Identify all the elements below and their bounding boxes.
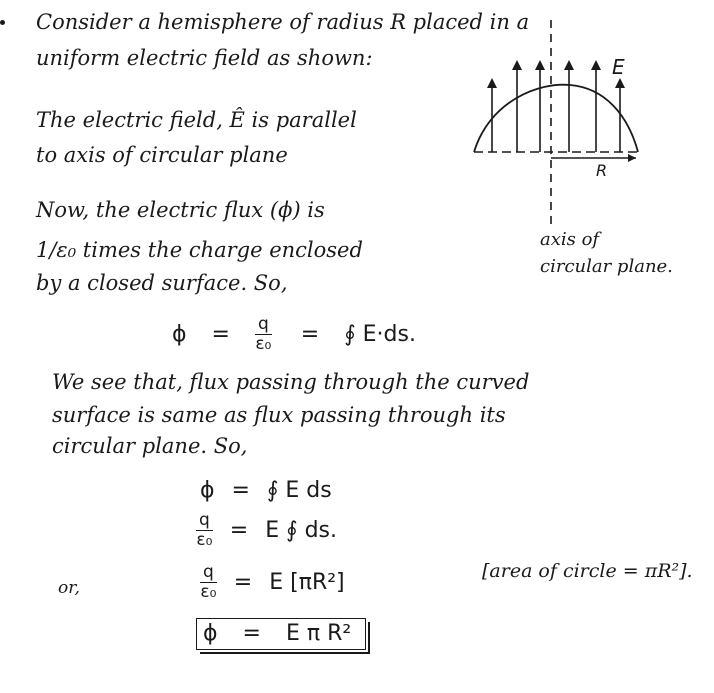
equals-sign: =	[211, 321, 230, 347]
equals-sign: =	[229, 517, 249, 543]
radius-label-r: R	[596, 161, 608, 180]
axis-caption-line-2: circular plane.	[540, 256, 673, 277]
fraction-denominator: ε₀	[196, 529, 213, 550]
equals-sign: =	[300, 321, 320, 347]
fraction-numerator: q	[255, 316, 272, 335]
field-line-arrowhead	[487, 78, 497, 88]
text-line-10: circular plane. So,	[52, 434, 248, 458]
field-line-arrowhead	[512, 60, 522, 70]
fraction-denominator: ε₀	[200, 581, 217, 602]
text-line-2: uniform electric field as shown:	[36, 46, 373, 70]
equals-sign: =	[233, 569, 253, 595]
field-line-arrowhead	[564, 60, 574, 70]
text-line-3: The electric field, Ê is parallel	[36, 108, 357, 132]
text-line-9: surface is same as flux passing through its	[52, 403, 506, 427]
closed-integral-expression: ∮ E ds	[266, 478, 332, 503]
equals-sign: =	[242, 621, 261, 646]
phi-symbol: ϕ	[172, 321, 187, 347]
field-line-arrowhead	[615, 78, 625, 88]
text-line-7: by a closed surface. So,	[36, 271, 288, 295]
field-lines	[487, 60, 625, 152]
fraction-denominator: ε₀	[255, 333, 272, 354]
field-line-arrowhead	[535, 60, 545, 70]
fraction-numerator: q	[200, 564, 217, 583]
radius-arrowhead	[628, 154, 636, 162]
text-line-4: to axis of circular plane	[36, 143, 288, 167]
area-expression: E [πR²]	[269, 569, 345, 595]
text-line-1: Consider a hemisphere of radius R placed in a	[36, 10, 530, 34]
axis-caption-line-1: axis of	[540, 229, 600, 250]
field-label-e: E	[612, 55, 625, 79]
closed-integral-expression: E ∮ ds.	[265, 517, 338, 543]
fraction-numerator: q	[196, 512, 213, 531]
or-prefix: or,	[58, 578, 80, 598]
text-line-5: Now, the electric flux (ϕ) is	[36, 198, 325, 222]
closed-integral-expression: ∮ E·ds.	[344, 321, 416, 347]
hemisphere-arc	[474, 85, 638, 152]
final-result-expression: E π R²	[285, 621, 352, 646]
area-of-circle-note: [area of circle = πR²].	[482, 560, 693, 582]
text-line-6: 1/ε₀ times the charge enclosed	[36, 238, 363, 262]
field-line-arrowhead	[591, 60, 601, 70]
text-line-8: We see that, flux passing through the curved	[52, 370, 530, 394]
equals-sign: =	[231, 478, 250, 503]
phi-symbol: ϕ	[200, 478, 215, 503]
phi-symbol: ϕ	[203, 621, 218, 646]
